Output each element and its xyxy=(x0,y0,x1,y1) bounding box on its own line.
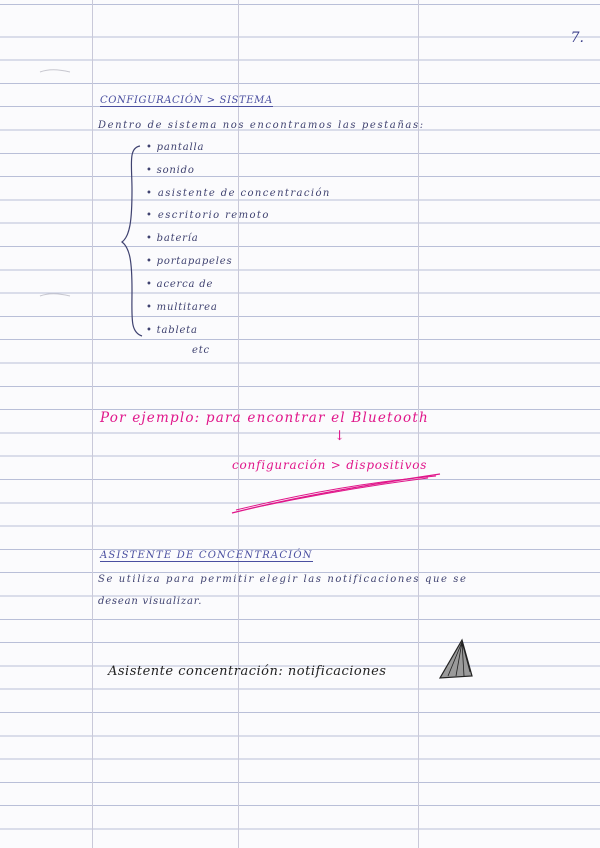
concentration-note: Asistente concentración: notificaciones xyxy=(108,664,387,679)
section-intro: Dentro de sistema nos encontramos las pestañas: xyxy=(98,120,425,131)
section-body-line: desean visualizar. xyxy=(98,596,203,607)
example-path: configuración > dispositivos xyxy=(232,458,428,472)
section-heading-configuracion: CONFIGURACIÓN > SISTEMA xyxy=(100,95,273,106)
list-item-etc: etc xyxy=(192,345,210,356)
list-item: • escritorio remoto xyxy=(146,210,270,221)
page-number: 7. xyxy=(570,30,584,46)
section-body-line: Se utiliza para permitir elegir las notificaciones que se xyxy=(98,574,468,585)
arrow-down-icon: ↓ xyxy=(334,428,346,444)
list-item: • portapapeles xyxy=(146,256,233,267)
curly-brace-icon xyxy=(122,146,142,336)
list-item: • sonido xyxy=(146,165,195,176)
example-line: Por ejemplo: para encontrar el Bluetooth xyxy=(100,410,429,426)
list-item: • pantalla xyxy=(146,142,205,153)
section-heading-asistente: ASISTENTE DE CONCENTRACIÓN xyxy=(100,550,313,561)
list-item: • acerca de xyxy=(146,279,214,290)
list-item: • batería xyxy=(146,233,199,244)
list-item: • tableta xyxy=(146,325,198,336)
pink-underline-icon xyxy=(232,474,440,513)
triangle-doodle-icon xyxy=(440,640,472,678)
list-item: • multitarea xyxy=(146,302,218,313)
list-item: • asistente de concentración xyxy=(146,188,331,199)
